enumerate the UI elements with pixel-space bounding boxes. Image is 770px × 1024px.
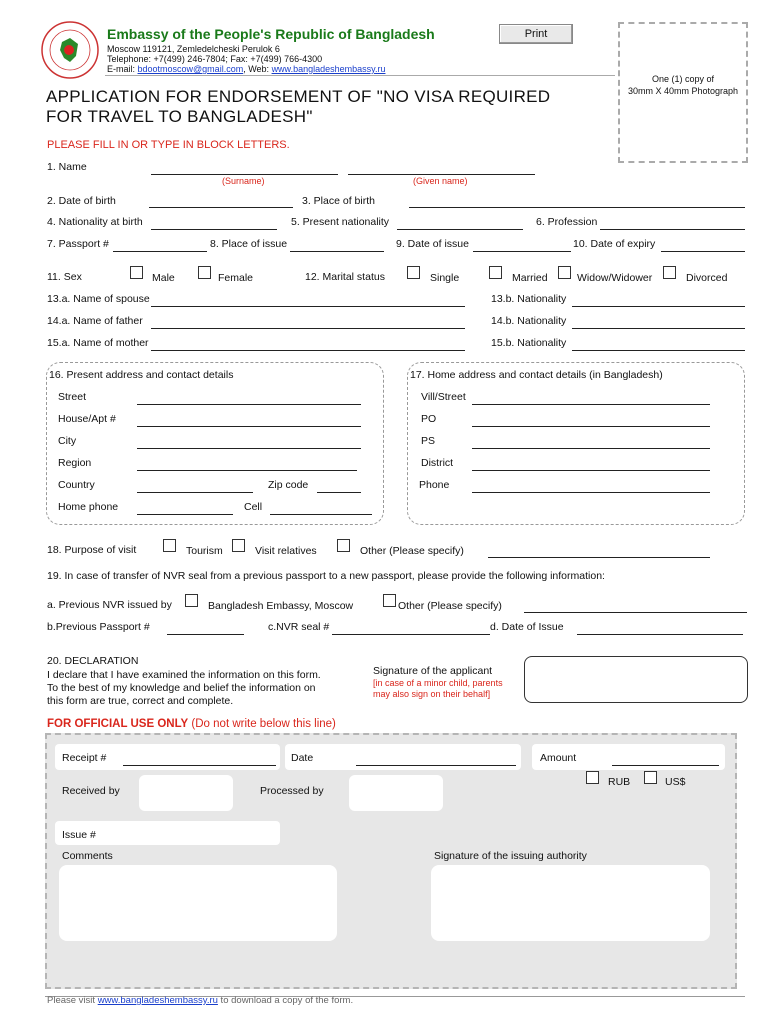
- embassy-name: Embassy of the People's Republic of Bangladesh: [107, 26, 435, 42]
- spouse-nationality-label: 13.b. Nationality: [491, 293, 567, 305]
- footer-note: Please visit www.bangladeshembassy.ru to download a copy of the form.: [47, 995, 354, 1006]
- other-purpose-input[interactable]: [488, 557, 710, 558]
- nvr-seal-input[interactable]: [332, 634, 490, 635]
- present-address-heading: 16. Present address and contact details: [49, 369, 234, 381]
- country-input[interactable]: [137, 492, 253, 493]
- place-issue-label: 8. Place of issue: [210, 238, 288, 250]
- email-link[interactable]: bdootmoscow@gmail.com: [137, 64, 244, 74]
- comments-label: Comments: [62, 850, 113, 862]
- father-input[interactable]: [151, 328, 465, 329]
- photo-instruction-line2: 30mm X 40mm Photograph: [627, 86, 739, 96]
- profession-label: 6. Profession: [536, 216, 598, 228]
- other-purpose-checkbox[interactable]: [337, 539, 350, 552]
- mother-nationality-input[interactable]: [572, 350, 745, 351]
- usd-label: US$: [665, 776, 686, 788]
- embassy-checkbox[interactable]: [185, 594, 198, 607]
- embassy-address: Moscow 119121, Zemledelcheski Perulok 6: [107, 44, 280, 54]
- single-checkbox[interactable]: [407, 266, 420, 279]
- signature-label: Signature of the applicant: [373, 665, 493, 677]
- father-nationality-input[interactable]: [572, 328, 745, 329]
- nationality-birth-label: 4. Nationality at birth: [47, 216, 143, 228]
- street-input[interactable]: [137, 404, 361, 405]
- declaration-line2: To the best of my knowledge and belief the information on: [47, 682, 316, 694]
- vill-input[interactable]: [472, 404, 710, 405]
- given-name-input[interactable]: [348, 174, 535, 175]
- official-date-label: Date: [291, 752, 314, 764]
- receipt-label: Receipt #: [62, 752, 107, 764]
- transfer-date-input[interactable]: [577, 634, 743, 635]
- marital-label: 12. Marital status: [305, 271, 385, 283]
- form-title-line1: APPLICATION FOR ENDORSEMENT OF "NO VISA REQUIRED: [46, 87, 551, 106]
- profession-input[interactable]: [600, 229, 745, 230]
- given-name-hint: (Given name): [413, 176, 468, 186]
- received-by-field[interactable]: [139, 775, 233, 811]
- transfer-date-label: d. Date of Issue: [490, 621, 564, 633]
- widow-label: Widow/Widower: [577, 272, 653, 284]
- sex-label: 11. Sex: [47, 271, 82, 283]
- spouse-label: 13.a. Name of spouse: [47, 293, 150, 305]
- minor-note-line1: [in case of a minor child, parents: [373, 678, 503, 688]
- rub-label: RUB: [608, 776, 631, 788]
- ps-input[interactable]: [472, 448, 710, 449]
- home-phone-label: Home phone: [58, 501, 119, 513]
- vill-label: Vill/Street: [421, 391, 466, 403]
- phone-label: Phone: [419, 479, 450, 491]
- processed-by-label: Processed by: [260, 785, 324, 797]
- prev-passport-input[interactable]: [167, 634, 244, 635]
- home-address-box: [407, 362, 745, 525]
- relatives-checkbox[interactable]: [232, 539, 245, 552]
- surname-hint: (Surname): [222, 176, 265, 186]
- form-title-line2: FOR TRAVEL TO BANGLADESH": [46, 107, 313, 126]
- usd-checkbox[interactable]: [644, 771, 657, 784]
- tourism-checkbox[interactable]: [163, 539, 176, 552]
- minor-note-line2: may also sign on their behalf]: [373, 689, 491, 699]
- amount-label: Amount: [540, 752, 577, 764]
- photo-instruction-line1: One (1) copy of: [651, 74, 715, 84]
- zip-label: Zip code: [268, 479, 309, 491]
- signature-box[interactable]: [524, 656, 748, 703]
- received-by-label: Received by: [62, 785, 120, 797]
- other-issuer-input[interactable]: [524, 612, 747, 613]
- other-purpose-label: Other (Please specify): [360, 545, 464, 557]
- present-nationality-label: 5. Present nationality: [291, 216, 390, 228]
- place-issue-input[interactable]: [290, 251, 384, 252]
- name-label: 1. Name: [47, 161, 87, 173]
- po-label: PO: [421, 413, 437, 425]
- spouse-input[interactable]: [151, 306, 465, 307]
- female-checkbox[interactable]: [198, 266, 211, 279]
- nationality-birth-input[interactable]: [151, 229, 277, 230]
- issuing-signature-field[interactable]: [431, 865, 710, 941]
- married-checkbox[interactable]: [489, 266, 502, 279]
- district-input[interactable]: [472, 470, 710, 471]
- region-input[interactable]: [137, 470, 357, 471]
- print-button[interactable]: Print: [499, 24, 573, 44]
- date-expiry-label: 10. Date of expiry: [573, 238, 656, 250]
- processed-by-field[interactable]: [349, 775, 443, 811]
- nvr-seal-label: c.NVR seal #: [268, 621, 330, 633]
- other-issuer-label: Other (Please specify): [398, 600, 502, 612]
- present-nationality-input[interactable]: [397, 229, 523, 230]
- official-date-field[interactable]: [285, 744, 521, 770]
- region-label: Region: [58, 457, 92, 469]
- cell-label: Cell: [244, 501, 263, 513]
- issuing-signature-label: Signature of the issuing authority: [434, 850, 587, 862]
- official-use-heading: FOR OFFICIAL USE ONLY (Do not write below this line): [47, 718, 336, 730]
- tourism-label: Tourism: [186, 545, 223, 557]
- single-label: Single: [430, 272, 460, 284]
- declaration-line3: this form are true, correct and complete.: [47, 695, 234, 707]
- male-label: Male: [152, 272, 175, 284]
- phone-input[interactable]: [472, 492, 710, 493]
- spouse-nationality-input[interactable]: [572, 306, 745, 307]
- country-label: Country: [58, 479, 95, 491]
- father-nationality-label: 14.b. Nationality: [491, 315, 567, 327]
- declaration-heading: 20. DECLARATION: [47, 655, 139, 667]
- date-issue-label: 9. Date of issue: [396, 238, 469, 250]
- prev-passport-label: b.Previous Passport #: [47, 621, 150, 633]
- web-link[interactable]: www.bangladeshembassy.ru: [271, 64, 386, 74]
- purpose-label: 18. Purpose of visit: [47, 544, 137, 556]
- divorced-checkbox[interactable]: [663, 266, 676, 279]
- photo-box[interactable]: [618, 22, 748, 163]
- dob-input[interactable]: [149, 207, 293, 208]
- rub-checkbox[interactable]: [586, 771, 599, 784]
- po-input[interactable]: [472, 426, 710, 427]
- comments-field[interactable]: [59, 865, 337, 941]
- mother-input[interactable]: [151, 350, 465, 351]
- father-label: 14.a. Name of father: [47, 315, 143, 327]
- official-use-note: (Do not write below this line): [191, 718, 336, 730]
- house-input[interactable]: [137, 426, 361, 427]
- mother-label: 15.a. Name of mother: [47, 337, 149, 349]
- house-label: House/Apt #: [58, 413, 116, 425]
- ps-label: PS: [421, 435, 436, 447]
- passport-label: 7. Passport #: [47, 238, 109, 250]
- female-label: Female: [218, 272, 254, 284]
- embassy-phones: Telephone: +7(499) 246-7804; Fax: +7(499) 766-4300: [107, 54, 323, 64]
- divorced-label: Divorced: [686, 272, 728, 284]
- pob-input[interactable]: [409, 207, 745, 208]
- declaration-line1: I declare that I have examined the information on this form.: [47, 669, 321, 681]
- date-issue-input[interactable]: [473, 251, 571, 252]
- cell-input[interactable]: [270, 514, 372, 515]
- footer-link[interactable]: www.bangladeshembassy.ru: [97, 995, 218, 1006]
- official-use-panel: [45, 733, 737, 989]
- city-input[interactable]: [137, 448, 361, 449]
- mother-nationality-label: 15.b. Nationality: [491, 337, 567, 349]
- district-label: District: [421, 457, 454, 469]
- issue-label: Issue #: [62, 829, 96, 841]
- passport-input[interactable]: [113, 251, 207, 252]
- embassy-label: Bangladesh Embassy, Moscow: [208, 600, 354, 612]
- relatives-label: Visit relatives: [255, 545, 317, 557]
- married-label: Married: [512, 272, 548, 284]
- date-expiry-input[interactable]: [661, 251, 745, 252]
- city-label: City: [58, 435, 77, 447]
- street-label: Street: [58, 391, 87, 403]
- dob-label: 2. Date of birth: [47, 195, 116, 207]
- transfer-heading: 19. In case of transfer of NVR seal from a previous passport to a new passport, please provide the following information:: [47, 570, 605, 582]
- home-address-heading: 17. Home address and contact details (in Bangladesh): [410, 369, 663, 381]
- embassy-seal: [40, 20, 100, 80]
- fill-instruction: PLEASE FILL IN OR TYPE IN BLOCK LETTERS.: [47, 139, 290, 151]
- other-issuer-checkbox[interactable]: [383, 594, 396, 607]
- prev-issued-label: a. Previous NVR issued by: [47, 599, 172, 611]
- male-checkbox[interactable]: [130, 266, 143, 279]
- embassy-contacts: E-mail: bdootmoscow@gmail.com, Web: www.bangladeshembassy.ru: [107, 64, 386, 74]
- home-phone-input[interactable]: [137, 514, 233, 515]
- surname-input[interactable]: [151, 174, 338, 175]
- pob-label: 3. Place of birth: [302, 195, 375, 207]
- widow-checkbox[interactable]: [558, 266, 571, 279]
- zip-input[interactable]: [317, 492, 361, 493]
